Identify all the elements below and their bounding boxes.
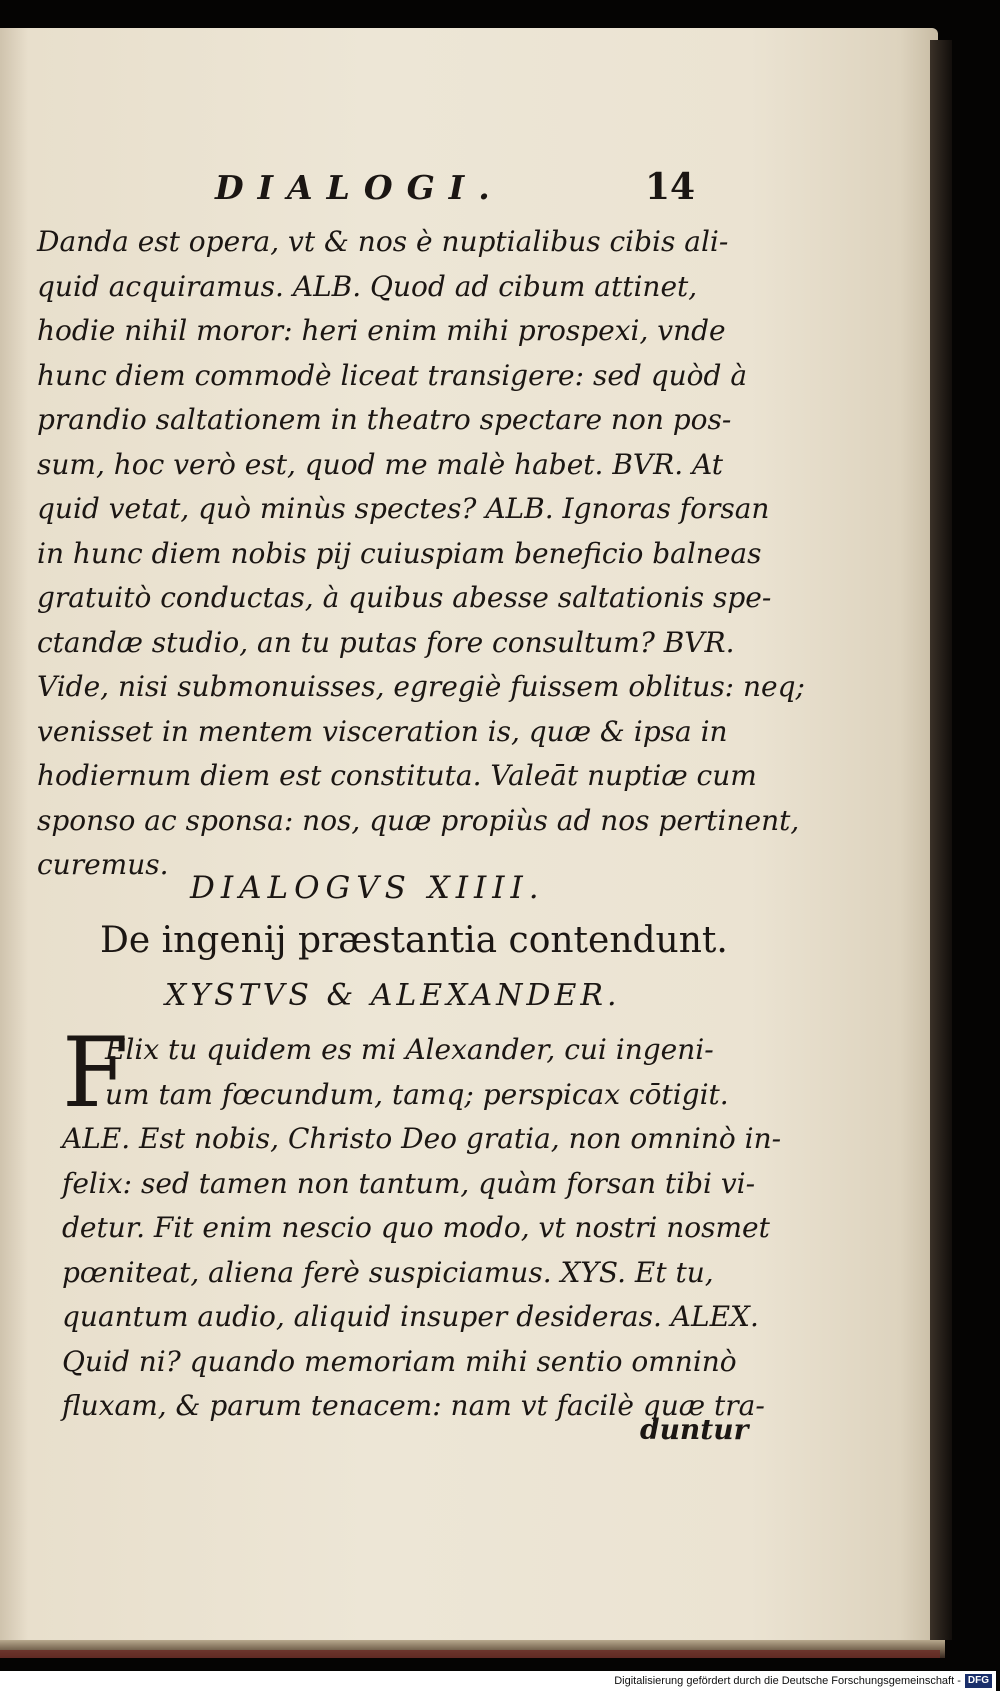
- text-line: sponso ac sponsa: nos, quæ propiùs ad nos pertinent,: [37, 803, 800, 837]
- text-line: ALE. Est nobis, Christo Deo gratia, non omninò in-: [62, 1122, 782, 1155]
- dialogus-heading: DIALOGVS XIIII.: [190, 870, 545, 906]
- text-line: hodie nihil moror: heri enim mihi prospexi, vnde: [37, 314, 726, 347]
- drop-cap-initial: F: [62, 1017, 129, 1129]
- text-line: hunc diem commodè liceat transigere: sed quòd à: [37, 358, 748, 392]
- catchword: duntur: [640, 1413, 749, 1446]
- text-line: felix: sed tamen non tantum, quàm forsan tibi vi-: [62, 1166, 756, 1200]
- text-line: Vide, nisi submonuisses, egregiè fuissem oblitus: neq;: [37, 670, 805, 703]
- text-line: Elix tu quidem es mi Alexander, cui ingeni-: [105, 1033, 714, 1066]
- text-line: in hunc diem nobis pij cuiuspiam beneficio balneas: [37, 536, 762, 570]
- text-line: curemus.: [37, 848, 169, 881]
- text-line: quantum audio, aliquid insuper desideras. ALEX.: [62, 1300, 759, 1333]
- digitization-credit: [0, 1671, 996, 1691]
- text-line: Danda est opera, vt & nos è nuptialibus cibis ali-: [37, 225, 729, 258]
- folio-number: 14: [645, 166, 696, 208]
- dialogus-speakers: XYSTVS & ALEXANDER.: [165, 978, 621, 1013]
- text-line: um tam fœcundum, tamq; perspicax cōtigit.: [105, 1077, 729, 1111]
- page-fore-edge-shadow: [930, 40, 952, 1640]
- text-line: hodiernum diem est constituta. Valeāt nuptiæ cum: [37, 759, 757, 792]
- text-line: gratuitò conductas, à quibus abesse saltationis spe-: [37, 581, 772, 614]
- binding-red-edge: [0, 1650, 940, 1658]
- text-line: ctandæ studio, an tu putas fore consultum? BVR.: [37, 625, 735, 659]
- text-line: fluxam, & parum tenacem: nam vt facilè quæ tra-: [62, 1389, 765, 1422]
- text-line: Quid ni? quando memoriam mihi sentio omninò: [62, 1344, 737, 1378]
- page-header: [215, 168, 715, 218]
- text-line: detur. Fit enim nescio quo modo, vt nostri nosmet: [62, 1211, 770, 1244]
- text-line: quid vetat, quò minùs spectes? ALB. Ignoras forsan: [37, 492, 770, 525]
- running-title: DIALOGI.: [215, 168, 504, 207]
- dialogue-xiiii-text: [62, 1017, 782, 1429]
- text-line: venisset in mentem visceration is, quæ & ipsa in: [37, 714, 728, 748]
- dialogus-theme: De ingenij præstantia contendunt.: [100, 920, 728, 961]
- text-line: quid acquiramus. ALB. Quod ad cibum attinet,: [37, 269, 698, 303]
- credit-text: Digitalisierung gefördert durch die Deutsche Forschungsgemeinschaft -: [614, 1675, 961, 1687]
- book-page: [0, 28, 938, 1648]
- dfg-logo: DFG: [965, 1674, 992, 1688]
- dialogue-xiii-ending: [37, 220, 805, 888]
- text-line: pœniteat, aliena ferè suspiciamus. XYS. Et tu,: [62, 1255, 714, 1289]
- text-line: prandio saltationem in theatro spectare non pos-: [37, 403, 732, 436]
- text-line: sum, hoc verò est, quod me malè habet. BVR. At: [37, 447, 724, 481]
